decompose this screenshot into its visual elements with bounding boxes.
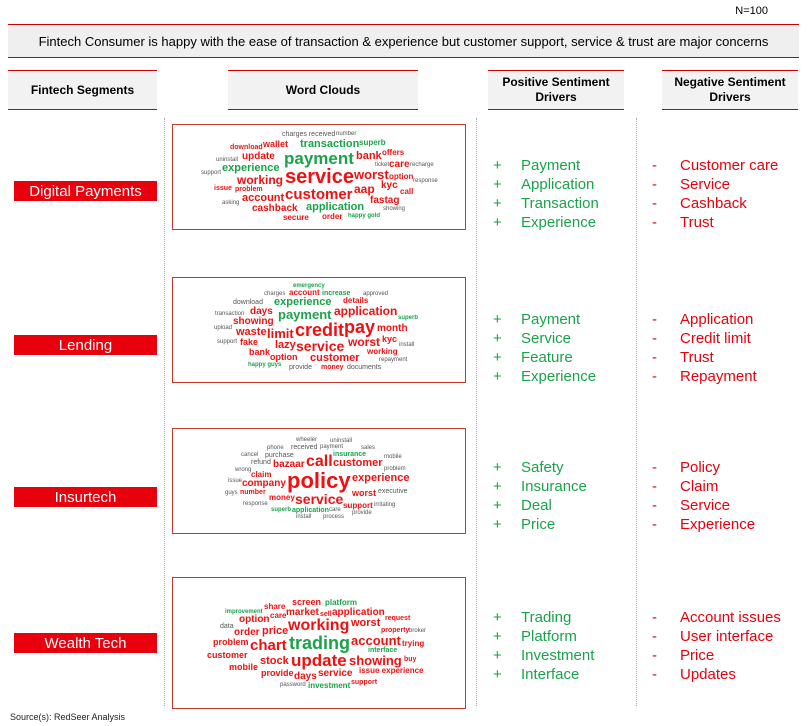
cloud-word: showing [233,316,274,327]
headline-text: Fintech Consumer is happy with the ease of transaction & experience but customer support, service & trust are major concerns [38,33,769,49]
cloud-word: update [242,151,275,162]
driver-item: - Application [652,311,754,328]
cloud-word: application [306,201,365,213]
cloud-word: experience [222,162,280,174]
cloud-word: application [292,507,329,514]
segment-label: Digital Payments [14,181,157,201]
cloud-word: cancel [241,452,259,458]
cloud-word: showing [383,206,406,212]
cloud-word: guys [225,490,238,496]
cloud-word: experience [274,296,332,308]
cloud-word: company [242,478,286,489]
cloud-word: uninstall [330,438,353,444]
cloud-word: problem [235,186,263,193]
driver-item: + Feature [493,349,573,366]
cloud-word: problem [213,637,249,647]
cloud-word: install [296,514,312,520]
headline-banner [8,24,799,58]
cloud-word: interface [368,647,398,654]
driver-item: + Payment [493,157,581,174]
cloud-word: refund [251,459,271,466]
cloud-word: customer [285,186,353,203]
cloud-word: call [400,187,414,196]
sample-size: N=100 [735,5,768,17]
driver-item: - User interface [652,628,774,645]
cloud-word: care [389,159,410,170]
cloud-word: stock [260,655,289,667]
cloud-word: worst [351,617,381,629]
driver-item: - Repayment [652,368,757,385]
word-cloud [172,577,466,709]
cloud-word: investment [308,681,351,690]
cloud-word: trying [402,639,425,648]
header-positive: Positive Sentiment Drivers [488,70,624,110]
cloud-word: days [294,671,317,682]
driver-item: + Service [493,330,572,347]
driver-item: - Credit limit [652,330,751,347]
driver-item: - Policy [652,459,721,476]
cloud-word: phone [267,445,284,451]
cloud-word: provide [289,364,312,371]
cloud-word: property [381,627,410,634]
cloud-word: update [291,651,347,670]
cloud-word: response [243,501,268,507]
cloud-word: number [336,131,357,137]
cloud-word: number [240,489,266,496]
driver-item: + Trading [493,609,572,626]
cloud-word: provide [352,510,372,516]
cloud-word: screen [292,597,322,607]
cloud-word: superb [359,138,386,147]
cloud-word: support [201,170,222,176]
cloud-word: customer [310,352,360,364]
cloud-word: problem [384,466,406,472]
positive-drivers-list [493,310,596,386]
cloud-word: wrong [235,467,252,473]
cloud-word: support [217,339,238,345]
cloud-word: response [413,178,438,184]
driver-item: + Payment [493,311,581,328]
cloud-word: bank [249,347,271,357]
cloud-word: money [269,493,295,502]
cloud-word: fastag [370,195,400,206]
cloud-word: issue experience [359,666,424,675]
cloud-word: superb [398,315,419,321]
driver-item: + Application [493,176,595,193]
negative-drivers-list [652,156,778,232]
cloud-word: account [242,192,285,204]
cloud-word: service [285,166,354,188]
cloud-word: payment [278,307,332,322]
cloud-word: care [270,611,287,620]
cloud-word: process [323,514,345,520]
cloud-word: aap [354,182,375,196]
cloud-word: kyc [381,180,398,191]
column-divider [476,118,477,706]
cloud-word: bazaar [273,459,305,470]
cloud-word: customer [333,457,383,469]
cloud-word: trading [289,633,350,653]
cloud-word: pay [344,317,376,337]
cloud-word: irritating [374,502,396,508]
header-word-clouds: Word Clouds [228,70,418,110]
column-divider [636,118,637,706]
cloud-word: increase [322,290,351,297]
column-divider [164,118,165,706]
cloud-word: password [280,682,306,688]
cloud-word: data [220,623,234,630]
cloud-word: wallet [263,139,289,149]
cloud-word: credit [295,320,345,340]
cloud-word: payment [284,149,354,168]
cloud-word: support [351,679,378,686]
driver-item: - Claim [652,478,719,495]
cloud-word: transaction [300,138,360,150]
cloud-word: transaction [215,311,245,317]
header-negative: Negative Sentiment Drivers [662,70,798,110]
driver-item: + Experience [493,368,597,385]
cloud-word: account [351,633,401,648]
cloud-word: waste [236,326,267,338]
driver-item: + Experience [493,214,597,231]
cloud-word: recharge [410,162,434,168]
cloud-word: request [385,615,411,622]
cloud-word: provide [261,668,294,678]
cloud-word: customer [207,650,248,660]
cloud-word: working [237,173,284,187]
cloud-word: wheeler [296,437,318,443]
cloud-word: option [270,352,298,362]
driver-item: + Deal [493,497,552,514]
driver-item: - Updates [652,666,736,683]
cloud-word: month [377,323,408,334]
cloud-word: upload [214,325,233,331]
cloud-word: executive [378,488,408,495]
cloud-word: share [264,602,286,611]
cloud-word: ticket [375,162,390,168]
cloud-word: purchase [265,452,294,459]
cloud-word: secure [283,213,309,222]
segment-label: Insurtech [14,487,157,507]
driver-item: - Service [652,497,731,514]
cloud-word: experience [352,472,410,484]
cloud-word: market [286,607,319,618]
cloud-word: install [399,342,415,348]
cloud-word: option [389,172,414,181]
cloud-word: download [230,144,263,151]
cloud-word: mobile [384,454,402,460]
cloud-word: emergency [293,283,325,289]
cloud-word: price [262,625,289,637]
cloud-word: offers [382,148,405,157]
cloud-word: option [239,614,270,625]
word-cloud [172,428,466,534]
positive-drivers-list [493,458,587,534]
cloud-word: money [321,364,344,371]
cloud-word: details [343,296,369,305]
cloud-word: documents [347,364,382,371]
cloud-word: application [332,607,385,618]
cloud-word: service [318,668,353,679]
cloud-word: sales [361,445,376,451]
cloud-word: support [343,501,373,510]
source-note: Source(s): RedSeer Analysis [10,712,126,722]
positive-drivers-list [493,608,594,684]
driver-item: + Insurance [493,478,587,495]
cloud-word: fake [240,337,259,347]
cloud-word: bank [356,150,382,162]
cloud-word: service [295,491,344,507]
driver-item: - Account issues [652,609,781,626]
cloud-word: claim [251,470,272,479]
cloud-word: issue [228,478,243,484]
driver-item: - Service [652,176,731,193]
cloud-word: service [296,338,345,354]
cloud-word: chart [250,637,287,654]
cloud-word: mobile [229,662,259,672]
driver-item: + Investment [493,647,595,664]
cloud-word: application [334,304,398,318]
driver-item: + Transaction [493,195,599,212]
negative-drivers-list [652,458,755,534]
word-cloud [172,124,466,230]
driver-item: + Interface [493,666,580,683]
negative-drivers-list [652,608,781,684]
cloud-word: worst [352,488,377,498]
driver-item: + Platform [493,628,577,645]
word-cloud [172,277,466,383]
cloud-word: sell [320,611,332,618]
cloud-word: policy [287,468,351,493]
segment-label: Lending [14,335,157,355]
cloud-word: kyc [382,334,398,344]
cloud-word: working [288,617,350,634]
cloud-word: call [306,453,333,470]
cloud-word: worst [354,167,389,182]
cloud-word: account [289,288,320,297]
driver-item: - Trust [652,349,714,366]
cloud-word: worst [348,335,381,349]
cloud-word: download [233,299,263,306]
cloud-word: broker [409,628,427,634]
cloud-word: asking [222,200,240,206]
cloud-word: happy gold [348,213,380,219]
driver-item: - Price [652,647,715,664]
cloud-word: repayment [379,357,408,363]
driver-item: - Experience [652,516,756,533]
cloud-word: insurance [333,451,367,458]
negative-drivers-list [652,310,757,386]
cloud-word: care [329,507,341,513]
cloud-word: happy guys [248,362,282,368]
positive-drivers-list [493,156,599,232]
cloud-word: charges received [282,131,336,138]
driver-item: + Safety [493,459,564,476]
cloud-word: superb [271,507,292,513]
segment-label: Wealth Tech [14,633,157,653]
cloud-word: days [250,306,273,317]
cloud-word: issue [214,185,232,192]
cloud-word: buy [404,656,417,663]
cloud-word: approved [363,291,389,297]
cloud-word: working [367,347,398,356]
cloud-word: uninstall [216,157,239,163]
driver-item: - Cashback [652,195,747,212]
cloud-word: order [234,627,260,638]
header-segments: Fintech Segments [8,70,157,110]
cloud-word: order [322,212,343,221]
cloud-word: charges [264,291,286,297]
cloud-word: showing [349,653,402,668]
driver-item: + Price [493,516,556,533]
cloud-word: platform [325,598,357,607]
cloud-word: payment [320,444,344,450]
cloud-word: improvement [225,609,263,615]
driver-item: - Customer care [652,157,779,174]
cloud-word: received [291,444,318,451]
cloud-word: cashback [252,203,298,214]
cloud-word: limit [267,326,294,341]
driver-item: - Trust [652,214,714,231]
cloud-word: lazy [275,339,296,351]
